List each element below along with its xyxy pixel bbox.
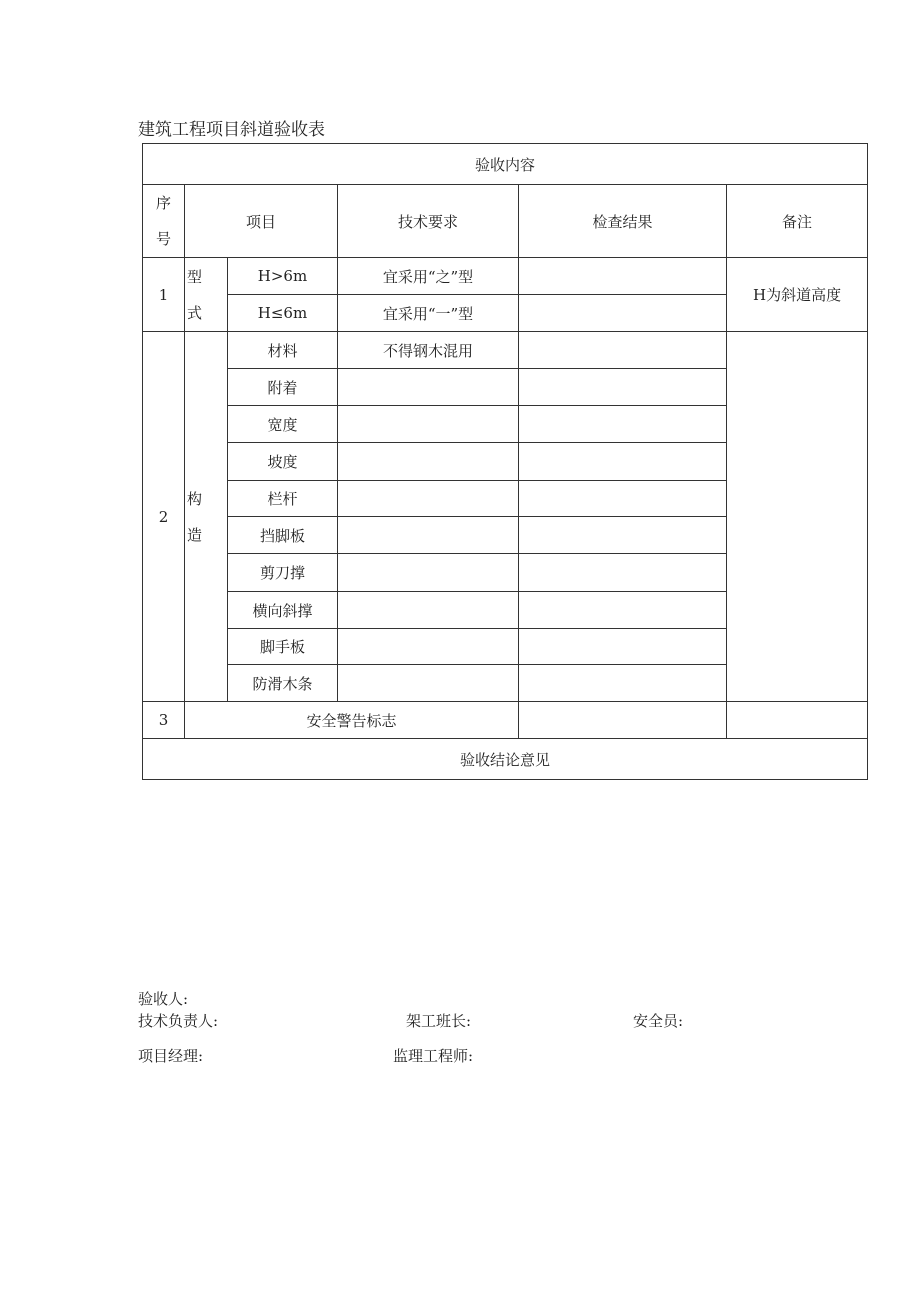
group2-row10-item: 防滑木条 bbox=[228, 665, 338, 702]
group2-row3-tech[interactable] bbox=[338, 406, 519, 443]
header-seq-char-2: 号 bbox=[155, 230, 171, 248]
group2-row10-tech[interactable] bbox=[338, 665, 519, 702]
header-result: 检查结果 bbox=[519, 185, 727, 258]
section-header: 验收内容 bbox=[143, 144, 868, 185]
group1-row1-result[interactable] bbox=[519, 258, 727, 295]
group2-row5-tech[interactable] bbox=[338, 481, 519, 517]
group2-row3-item: 宽度 bbox=[228, 406, 338, 443]
group2-row7-item: 剪刀撑 bbox=[228, 554, 338, 592]
document-title: 建筑工程项目斜道验收表 bbox=[138, 120, 325, 140]
group2-row3-result[interactable] bbox=[519, 406, 727, 443]
header-remark: 备注 bbox=[727, 185, 868, 258]
group2-row6-result[interactable] bbox=[519, 517, 727, 554]
group2-label-char-1: 构 bbox=[187, 489, 203, 508]
group2-label bbox=[185, 332, 228, 702]
group1-row1-tech: 宜采用“之”型 bbox=[338, 258, 519, 295]
group3-remark[interactable] bbox=[727, 702, 868, 739]
header-seq bbox=[143, 185, 185, 258]
group2-row9-item: 脚手板 bbox=[228, 629, 338, 665]
frame-leader-label: 架工班长: bbox=[406, 1012, 472, 1030]
group1-remark: H为斜道高度 bbox=[727, 258, 868, 332]
acceptor-label: 验收人: bbox=[138, 990, 189, 1008]
group2-row4-item: 坡度 bbox=[228, 443, 338, 481]
group2-row5-item: 栏杆 bbox=[228, 481, 338, 517]
group2-row8-tech[interactable] bbox=[338, 592, 519, 629]
group2-remark[interactable] bbox=[727, 332, 868, 702]
group2-row2-item: 附着 bbox=[228, 369, 338, 406]
group2-row8-item: 横向斜撑 bbox=[228, 592, 338, 629]
group3-result[interactable] bbox=[519, 702, 727, 739]
group2-label-char-2: 造 bbox=[187, 525, 203, 544]
group2-row6-item: 挡脚板 bbox=[228, 517, 338, 554]
project-manager-label: 项目经理: bbox=[138, 1047, 204, 1065]
group2-row7-result[interactable] bbox=[519, 554, 727, 592]
group1-row1-item: H>6m bbox=[228, 258, 338, 295]
header-seq-char-1: 序 bbox=[155, 194, 171, 212]
conclusion-header: 验收结论意见 bbox=[143, 739, 868, 780]
group1-row2-item: H≤6m bbox=[228, 295, 338, 332]
group2-row5-result[interactable] bbox=[519, 481, 727, 517]
group2-row9-tech[interactable] bbox=[338, 629, 519, 665]
group1-label bbox=[185, 258, 228, 332]
tech-lead-label: 技术负责人: bbox=[138, 1012, 219, 1030]
group2-row10-result[interactable] bbox=[519, 665, 727, 702]
group2-row9-result[interactable] bbox=[519, 629, 727, 665]
supervisor-label: 监理工程师: bbox=[393, 1047, 474, 1065]
group2-seq: 2 bbox=[143, 332, 185, 702]
group2-row7-tech[interactable] bbox=[338, 554, 519, 592]
group2-row2-result[interactable] bbox=[519, 369, 727, 406]
group2-row8-result[interactable] bbox=[519, 592, 727, 629]
group1-row2-tech: 宜采用“一”型 bbox=[338, 295, 519, 332]
group3-seq: 3 bbox=[143, 702, 185, 739]
group2-row6-tech[interactable] bbox=[338, 517, 519, 554]
group2-row1-item: 材料 bbox=[228, 332, 338, 369]
header-tech: 技术要求 bbox=[338, 185, 519, 258]
group2-row4-result[interactable] bbox=[519, 443, 727, 481]
group1-label-char-2: 式 bbox=[187, 303, 203, 322]
group2-row1-result[interactable] bbox=[519, 332, 727, 369]
group2-row2-tech[interactable] bbox=[338, 369, 519, 406]
group1-label-char-1: 型 bbox=[187, 267, 203, 286]
group3-item: 安全警告标志 bbox=[185, 702, 519, 739]
safety-officer-label: 安全员: bbox=[633, 1012, 684, 1030]
group2-row1-tech: 不得钢木混用 bbox=[338, 332, 519, 369]
acceptance-table bbox=[142, 143, 868, 780]
group1-row2-result[interactable] bbox=[519, 295, 727, 332]
group1-seq: 1 bbox=[143, 258, 185, 332]
header-item: 项目 bbox=[185, 185, 338, 258]
group2-row4-tech[interactable] bbox=[338, 443, 519, 481]
